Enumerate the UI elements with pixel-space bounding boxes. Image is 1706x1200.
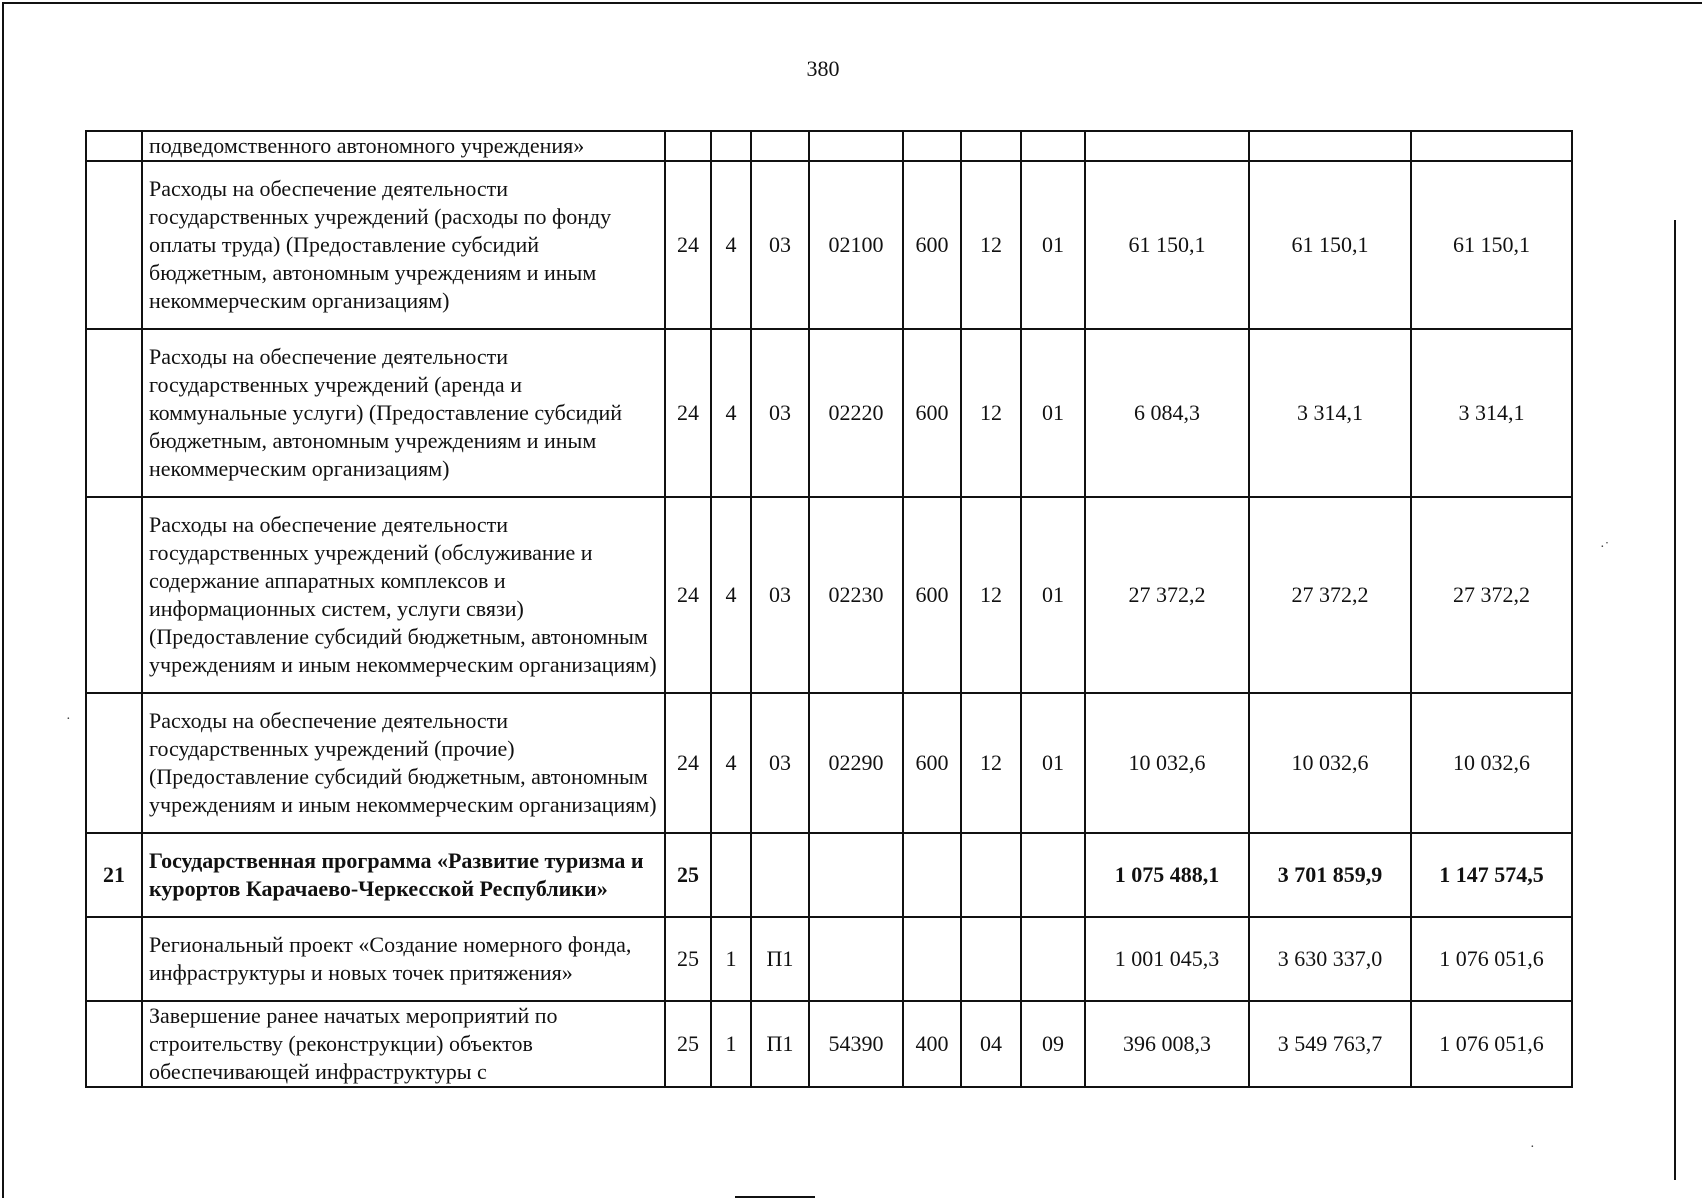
amount-cell: 3 314,1	[1411, 329, 1572, 497]
row-description: Региональный проект «Создание номерного фонда, инфраструктуры и новых точек притяжения»	[142, 917, 665, 1001]
code-cell: 4	[711, 497, 751, 693]
budget-table	[85, 130, 1573, 1088]
amount-cell: 396 008,3	[1085, 1001, 1249, 1087]
amount-cell: 1 075 488,1	[1085, 833, 1249, 917]
code-cell	[1021, 131, 1085, 161]
scan-border-right	[1674, 220, 1676, 1180]
amount-cell: 3 701 859,9	[1249, 833, 1411, 917]
amount-cell: 27 372,2	[1085, 497, 1249, 693]
code-cell: 12	[961, 329, 1021, 497]
code-cell: 600	[903, 497, 961, 693]
amount-cell	[1411, 131, 1572, 161]
amount-cell: 27 372,2	[1249, 497, 1411, 693]
code-cell: 1	[711, 1001, 751, 1087]
code-cell: 600	[903, 329, 961, 497]
amount-cell: 1 076 051,6	[1411, 917, 1572, 1001]
table-row-program	[86, 833, 1572, 917]
code-cell: 600	[903, 693, 961, 833]
code-cell	[961, 917, 1021, 1001]
row-number	[86, 917, 142, 1001]
code-cell: 24	[665, 329, 711, 497]
code-cell: 4	[711, 161, 751, 329]
scan-speck: ·˙	[1600, 540, 1610, 555]
code-cell: 12	[961, 497, 1021, 693]
amount-cell: 3 314,1	[1249, 329, 1411, 497]
row-number	[86, 1001, 142, 1087]
row-description: Завершение ранее начатых мероприятий по строительству (реконструкции) объектов обеспечивающей инфраструктуры с	[142, 1001, 665, 1087]
code-cell: 01	[1021, 329, 1085, 497]
row-number	[86, 497, 142, 693]
code-cell: 03	[751, 329, 809, 497]
table-row	[86, 1001, 1572, 1087]
table-row	[86, 693, 1572, 833]
code-cell: 04	[961, 1001, 1021, 1087]
code-cell: 400	[903, 1001, 961, 1087]
code-cell	[665, 131, 711, 161]
code-cell: 24	[665, 693, 711, 833]
code-cell: 25	[665, 917, 711, 1001]
amount-cell: 10 032,6	[1249, 693, 1411, 833]
row-number	[86, 329, 142, 497]
row-number	[86, 693, 142, 833]
row-description: Расходы на обеспечение деятельности государственных учреждений (обслуживание и содержание аппаратных комплексов и информационных систем, услуги связи) (Предоставление субсидий бюджетным, автономным учреждениям и иным некоммерческим организациям)	[142, 497, 665, 693]
code-cell: 24	[665, 497, 711, 693]
code-cell: П1	[751, 1001, 809, 1087]
amount-cell: 3 549 763,7	[1249, 1001, 1411, 1087]
amount-cell: 1 076 051,6	[1411, 1001, 1572, 1087]
code-cell: 02290	[809, 693, 903, 833]
table-row	[86, 917, 1572, 1001]
row-number: 21	[86, 833, 142, 917]
scan-border-top	[2, 2, 1702, 4]
code-cell: П1	[751, 917, 809, 1001]
code-cell	[751, 131, 809, 161]
code-cell: 4	[711, 329, 751, 497]
code-cell: 25	[665, 833, 711, 917]
table-row	[86, 161, 1572, 329]
code-cell	[711, 833, 751, 917]
code-cell: 02220	[809, 329, 903, 497]
code-cell	[809, 833, 903, 917]
row-description: Расходы на обеспечение деятельности государственных учреждений (расходы по фонду оплаты труда) (Предоставление субсидий бюджетным, автономным учреждениям и иным некоммерческим организациям)	[142, 161, 665, 329]
amount-cell: 61 150,1	[1249, 161, 1411, 329]
scan-artifact-line	[735, 1196, 815, 1198]
scan-speck: ·	[1530, 1140, 1535, 1155]
code-cell: 03	[751, 161, 809, 329]
code-cell: 25	[665, 1001, 711, 1087]
code-cell	[1021, 917, 1085, 1001]
amount-cell: 27 372,2	[1411, 497, 1572, 693]
code-cell	[961, 131, 1021, 161]
table-row	[86, 131, 1572, 161]
row-description: подведомственного автономного учреждения»	[142, 131, 665, 161]
row-description: Расходы на обеспечение деятельности государственных учреждений (аренда и коммунальные услуги) (Предоставление субсидий бюджетным, автономным учреждениям и иным некоммерческим организациям)	[142, 329, 665, 497]
code-cell: 4	[711, 693, 751, 833]
code-cell	[751, 833, 809, 917]
code-cell	[711, 131, 751, 161]
code-cell	[903, 131, 961, 161]
code-cell: 24	[665, 161, 711, 329]
code-cell	[809, 917, 903, 1001]
code-cell	[961, 833, 1021, 917]
amount-cell: 3 630 337,0	[1249, 917, 1411, 1001]
code-cell: 02100	[809, 161, 903, 329]
amount-cell	[1249, 131, 1411, 161]
scan-speck: ·	[66, 712, 71, 727]
amount-cell: 61 150,1	[1411, 161, 1572, 329]
code-cell: 01	[1021, 161, 1085, 329]
code-cell: 600	[903, 161, 961, 329]
code-cell: 54390	[809, 1001, 903, 1087]
code-cell: 12	[961, 161, 1021, 329]
code-cell: 09	[1021, 1001, 1085, 1087]
code-cell: 03	[751, 497, 809, 693]
row-number	[86, 131, 142, 161]
row-number	[86, 161, 142, 329]
scan-border-left	[2, 2, 4, 1198]
code-cell: 03	[751, 693, 809, 833]
amount-cell	[1085, 131, 1249, 161]
amount-cell: 61 150,1	[1085, 161, 1249, 329]
row-description: Государственная программа «Развитие туризма и курортов Карачаево-Черкесской Республики»	[142, 833, 665, 917]
code-cell: 01	[1021, 693, 1085, 833]
code-cell: 12	[961, 693, 1021, 833]
code-cell: 02230	[809, 497, 903, 693]
code-cell	[903, 917, 961, 1001]
amount-cell: 6 084,3	[1085, 329, 1249, 497]
table-row	[86, 497, 1572, 693]
code-cell: 1	[711, 917, 751, 1001]
code-cell: 01	[1021, 497, 1085, 693]
page-number: 380	[806, 56, 840, 81]
code-cell	[1021, 833, 1085, 917]
amount-cell: 10 032,6	[1085, 693, 1249, 833]
code-cell	[903, 833, 961, 917]
code-cell	[809, 131, 903, 161]
amount-cell: 1 001 045,3	[1085, 917, 1249, 1001]
amount-cell: 10 032,6	[1411, 693, 1572, 833]
amount-cell: 1 147 574,5	[1411, 833, 1572, 917]
table-row	[86, 329, 1572, 497]
row-description: Расходы на обеспечение деятельности государственных учреждений (прочие) (Предоставление субсидий бюджетным, автономным учреждениям и иным некоммерческим организациям)	[142, 693, 665, 833]
